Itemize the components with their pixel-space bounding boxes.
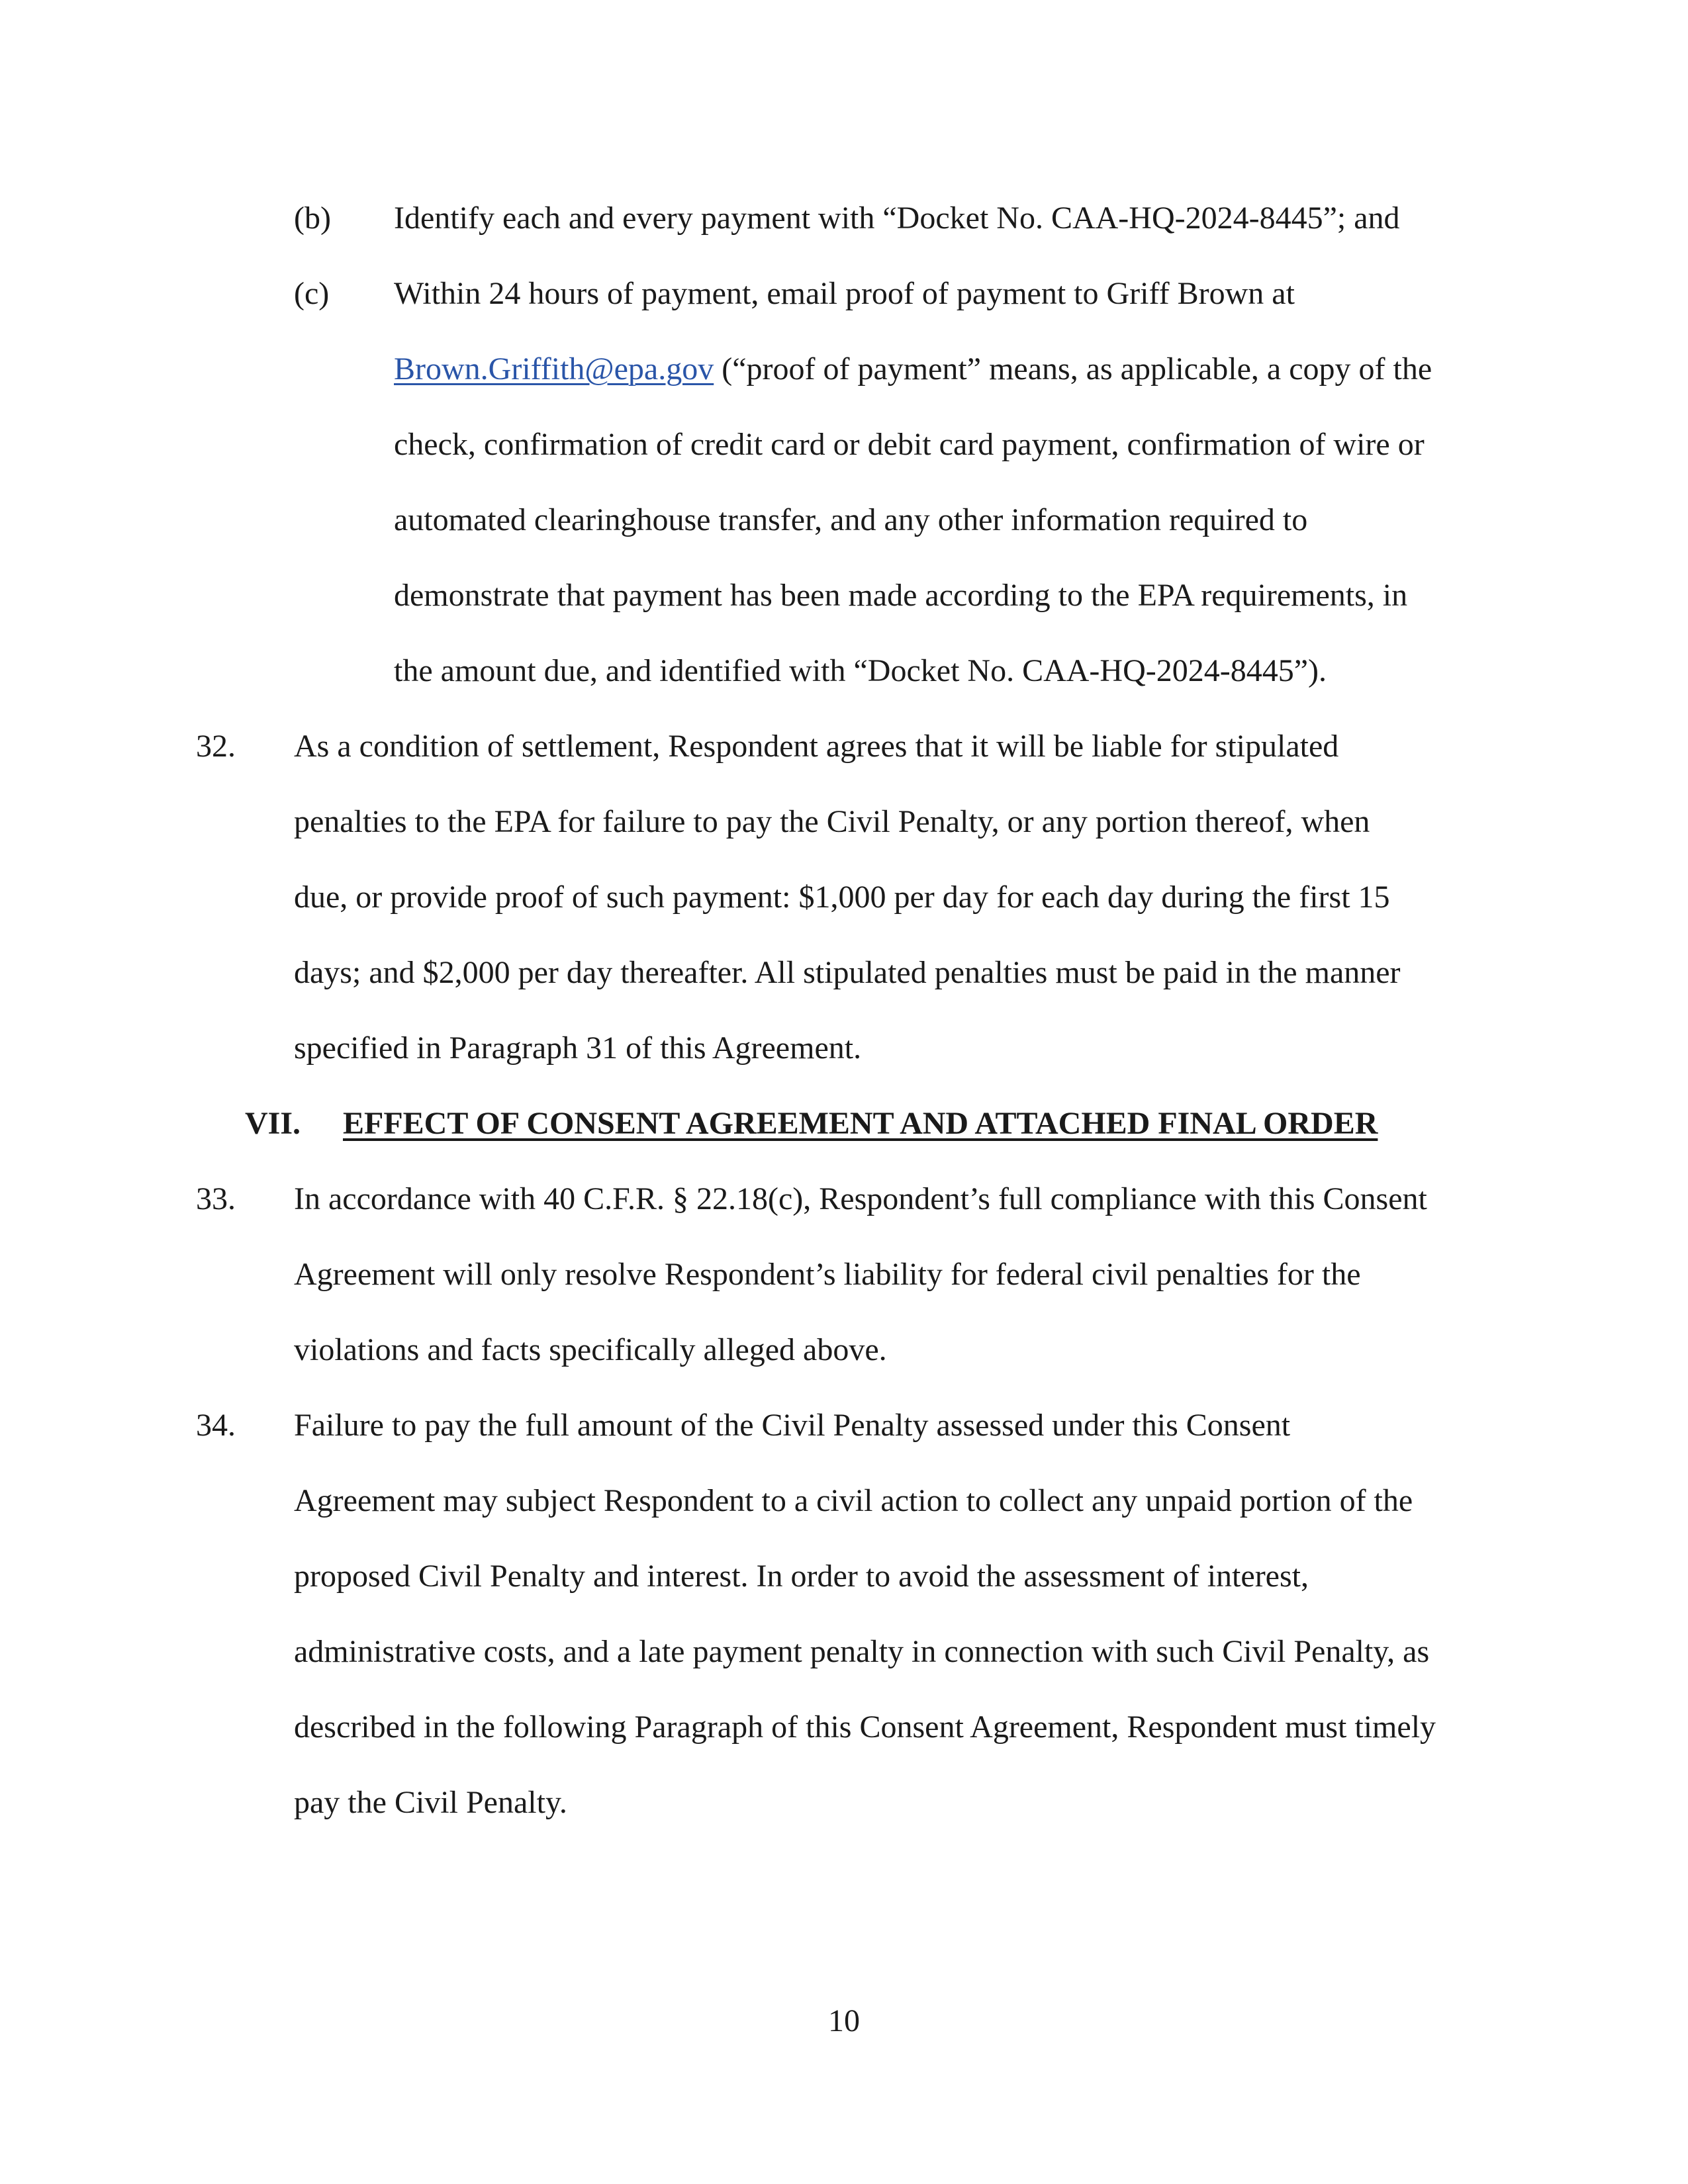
item-c-line: the amount due, and identified with “Docket No. CAA-HQ-2024-8445”). [394,653,1327,688]
paragraph-32-line: days; and $2,000 per day thereafter. All stipulated penalties must be paid in the manner [294,955,1401,990]
item-c-line: check, confirmation of credit card or debit card payment, confirmation of wire or [394,427,1425,462]
section-heading-title: EFFECT OF CONSENT AGREEMENT AND ATTACHED FINAL ORDER [343,1106,1378,1141]
page-number: 10 [828,2003,860,2038]
paragraph-33-line: In accordance with 40 C.F.R. § 22.18(c), Respondent’s full compliance with this Consent [294,1181,1427,1216]
paragraph-32-number: 32. [196,729,236,764]
paragraph-32-line: As a condition of settlement, Respondent agrees that it will be liable for stipulated [294,729,1339,764]
paragraph-34-line: pay the Civil Penalty. [294,1785,567,1820]
email-link[interactable]: Brown.Griffith@epa.gov [394,351,714,387]
section-heading-number: VII. [245,1106,301,1141]
item-b-line: Identify each and every payment with “Docket No. CAA-HQ-2024-8445”; and [394,201,1400,236]
item-c-line-rest: (“proof of payment” means, as applicable, a copy of the [714,351,1432,387]
paragraph-32-line: penalties to the EPA for failure to pay the Civil Penalty, or any portion thereof, when [294,804,1370,839]
paragraph-33-number: 33. [196,1181,236,1216]
item-c-line: Within 24 hours of payment, email proof of payment to Griff Brown at [394,276,1295,311]
paragraph-34-line: described in the following Paragraph of this Consent Agreement, Respondent must timely [294,1709,1436,1745]
item-c-line: automated clearinghouse transfer, and any other information required to [394,502,1308,537]
item-b-marker: (b) [294,201,331,236]
paragraph-32-line: specified in Paragraph 31 of this Agreement. [294,1030,862,1066]
paragraph-34-line: proposed Civil Penalty and interest. In order to avoid the assessment of interest, [294,1559,1309,1594]
paragraph-34-line: Agreement may subject Respondent to a civil action to collect any unpaid portion of the [294,1483,1413,1518]
paragraph-33-line: violations and facts specifically alleged above. [294,1332,887,1367]
paragraph-34-line: administrative costs, and a late payment penalty in connection with such Civil Penalty, as [294,1634,1430,1669]
item-c-marker: (c) [294,276,330,311]
section-heading [343,1108,1378,1140]
item-c-line [394,353,1432,385]
paragraph-32-line: due, or provide proof of such payment: $1,000 per day for each day during the first 15 [294,880,1390,915]
paragraph-33-line: Agreement will only resolve Respondent’s liability for federal civil penalties for the [294,1257,1361,1292]
paragraph-34-line: Failure to pay the full amount of the Civil Penalty assessed under this Consent [294,1408,1291,1443]
paragraph-34-number: 34. [196,1408,236,1443]
item-c-line: demonstrate that payment has been made according to the EPA requirements, in [394,578,1408,613]
